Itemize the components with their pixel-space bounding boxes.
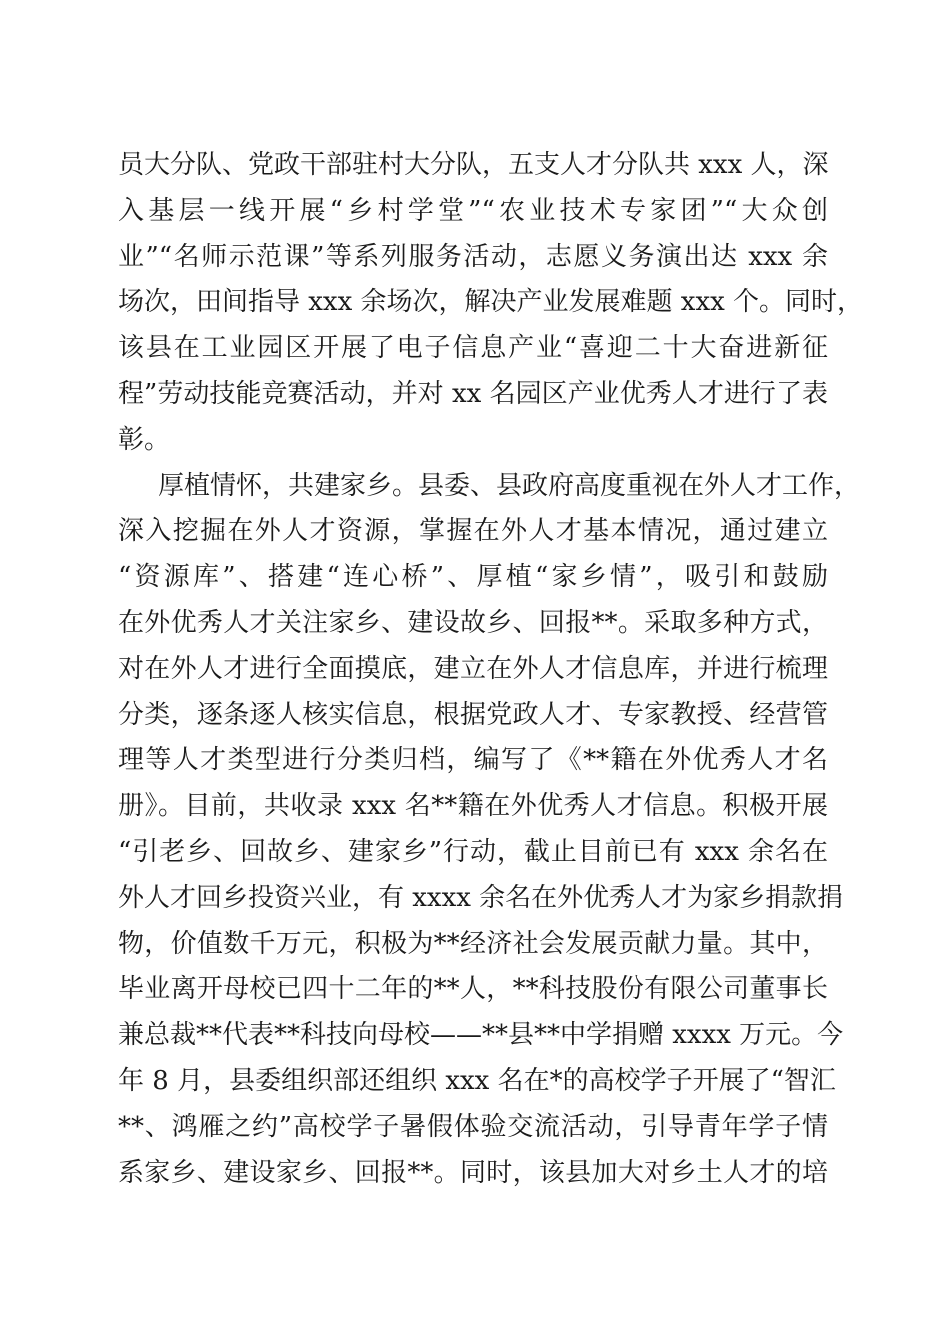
text-line: 分类，逐条逐人核实信息，根据党政人才、专家教授、经营管 — [118, 699, 828, 730]
text-line: 场次，田间指导 xxx 余场次，解决产业发展难题 xxx 个。同时， — [118, 287, 864, 318]
text-line: 外人才回乡投资兴业，有 xxxx 余名在外优秀人才为家乡捐款捐 — [118, 882, 844, 913]
text-line: 程”劳动技能竞赛活动，并对 xx 名园区产业优秀人才进行了表 — [118, 378, 828, 409]
text-line: 员大分队、党政干部驻村大分队，五支人才分队共 xxx 人，深 — [118, 150, 829, 180]
text-line: 册》。目前，共收录 xxx 名**籍在外优秀人才信息。积极开展 — [118, 791, 828, 822]
text-line: 系家乡、建设家乡、回报**。同时，该县加大对乡土人才的培 — [118, 1157, 828, 1188]
text-line: 兼总裁**代表**科技向母校——**县**中学捐赠 xxxx 万元。今 — [118, 1020, 844, 1051]
text-line: 入基层一线开展“乡村学堂”“农业技术专家团”“大众创 — [118, 195, 828, 226]
text-line: “资源库”、搭建“连心桥”、厚植“家乡情”，吸引和鼓励 — [118, 562, 828, 593]
text-line: 毕业离开母校已四十二年的**人，**科技股份有限公司董事长 — [118, 974, 828, 1005]
text-line: 对在外人才进行全面摸底，建立在外人才信息库，并进行梳理 — [118, 653, 828, 684]
text-line: 彰。 — [118, 424, 171, 455]
text-line: 该县在工业园区开展了电子信息产业“喜迎二十大奋进新征 — [118, 333, 828, 364]
paragraph-1 — [118, 143, 864, 464]
paragraph-2 — [118, 464, 861, 1197]
text-line: 厚植情怀，共建家乡。县委、县政府高度重视在外人才工作， — [158, 470, 861, 501]
text-line: 在外优秀人才关注家乡、建设故乡、回报**。采取多种方式， — [118, 607, 828, 638]
text-line: “引老乡、回故乡、建家乡”行动，截止目前已有 xxx 余名在 — [118, 836, 828, 867]
text-line: 理等人才类型进行分类归档，编写了《**籍在外优秀人才名 — [118, 745, 828, 776]
text-line: 业”“名师示范课”等系列服务活动，志愿义务演出达 xxx 余 — [118, 241, 828, 272]
text-line: 深入挖掘在外人才资源，掌握在外人才基本情况，通过建立 — [118, 516, 828, 547]
text-line: 年 8 月，县委组织部还组织 xxx 名在*的高校学子开展了“智汇 — [118, 1065, 836, 1096]
text-line: 物，价值数千万元，积极为**经济社会发展贡献力量。其中， — [118, 928, 828, 959]
text-line: **、鸿雁之约”高校学子暑假体验交流活动，引导青年学子情 — [118, 1111, 828, 1142]
document-body — [118, 143, 864, 1196]
